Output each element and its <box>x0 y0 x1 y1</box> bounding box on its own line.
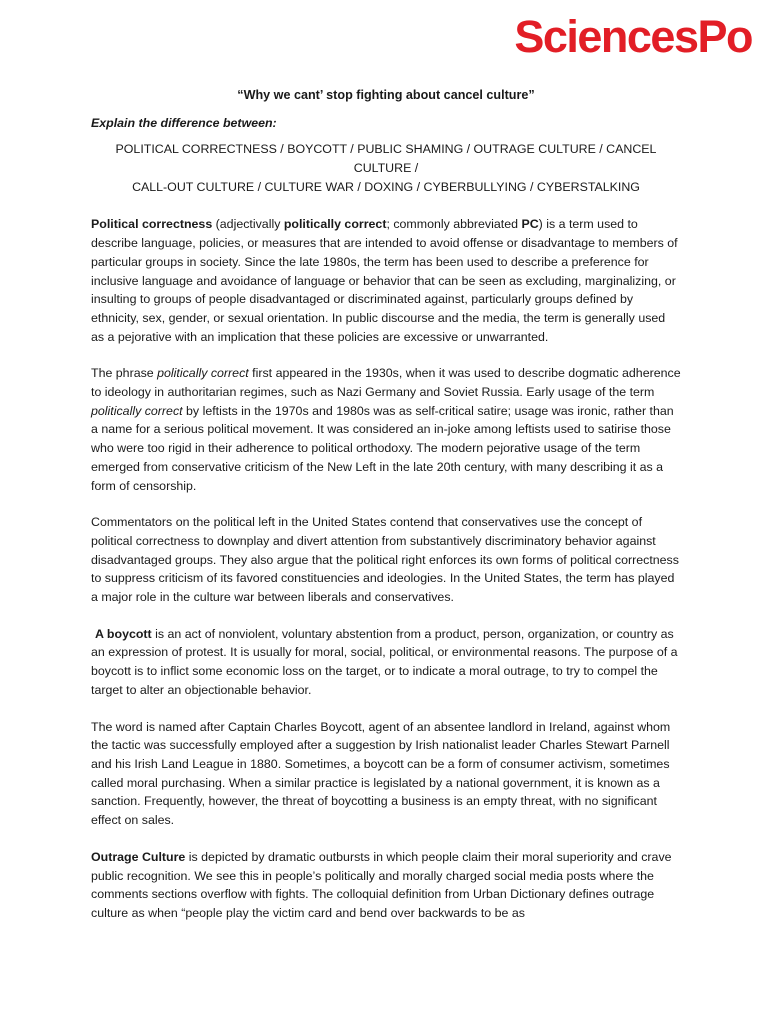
term-italic: politically correct <box>157 366 249 381</box>
paragraph-boycott <box>91 625 681 700</box>
terms-list <box>91 140 681 197</box>
document-page <box>91 86 681 941</box>
terms-line-1: POLITICAL CORRECTNESS / BOYCOTT / PUBLIC SHAMING / OUTRAGE CULTURE / CANCEL CULTURE / <box>115 142 657 176</box>
paragraph-commentators: Commentators on the political left in the United States contend that conservatives use the concept of political correctness to downplay and divert attention from substantively discriminatory behavior against disadvantaged groups. They also argue that the political right enforces its own forms of political correctness to suppress criticism of its favored constituencies and ideologies. In the United States, the term has played a major role in the culture war between liberals and conservatives. <box>91 515 679 605</box>
text-run: first appeared in the 1930s, when it was used to describe dogmatic adherence to ideology in authoritarian regimes, such as Nazi Germany and Soviet Russia. Early usage of the term <box>91 366 681 400</box>
text-run: by leftists in the 1970s and 1980s was as self-critical satire; usage was ironic, rather than a name for a serious political movement. It was considered an in-joke among leftists used to satirise those who were too rigid in their adherence to political orthodoxy. The modern pejorative usage of the term emerged from conservative criticism of the New Left in the late 20th century, with many describing it as a form of censorship. <box>91 403 674 493</box>
term-bold: Political correctness <box>91 217 213 232</box>
document-title: “Why we cant’ stop fighting about cancel culture” <box>237 88 535 102</box>
text-run: is an act of nonviolent, voluntary abstention from a product, person, organization, or country as an expression of protest. It is usually for moral, social, political, or environmental reasons. The purpose of a boycott is to inflict some economic loss on the target, or to indicate a moral outrage, to try to compel the target to alter an objectionable behavior. <box>91 626 678 697</box>
paragraph-outrage-culture <box>91 848 681 923</box>
term-italic: politically correct <box>91 403 183 418</box>
text-run: The phrase <box>91 366 158 381</box>
text-run: (adjectivally <box>212 217 284 232</box>
term-bold: Outrage Culture <box>91 849 186 864</box>
text-run: is depicted by dramatic outbursts in which people claim their moral superiority and crave public recognition. We see this in people’s politically and morally charged social media posts where the comments sections overflow with fights. The colloquial definition from Urban Dictionary defines outrage culture as when “people play the victim card and bend over backwards to be as <box>91 849 672 920</box>
paragraph-boycott-origin: The word is named after Captain Charles Boycott, agent of an absentee landlord in Ireland, against whom the tactic was successfully employed after a suggestion by Irish nationalist leader Charles Stewart Parnell and his Irish Land League in 1880. Sometimes, a boycott can be a form of consumer activism, sometimes called moral purchasing. When a similar practice is legislated by a national government, it is known as a sanction. Frequently, however, the threat of boycotting a business is an empty threat, with no significant effect on sales. <box>91 719 671 828</box>
text-run: ; commonly abbreviated <box>386 217 522 232</box>
paragraph-phrase-history <box>91 364 681 495</box>
term-bold: politically correct <box>283 217 387 232</box>
term-bold: A boycott <box>95 626 152 641</box>
sciencespo-logo: SciencesPo <box>514 11 752 62</box>
instruction-prompt: Explain the difference between: <box>91 115 277 130</box>
terms-line-2: CALL-OUT CULTURE / CULTURE WAR / DOXING / CYBERBULLYING / CYBERSTALKING <box>132 180 640 195</box>
text-run: ) is a term used to describe language, policies, or measures that are intended to avoid offense or disadvantage to members of particular groups in society. Since the late 1980s, the term has been used to describe a preference for inclusive language and avoidance of language or behavior that can be seen as excluding, marginalizing, or insulting to groups of people disadvantaged or discriminated against, particularly groups defined by ethnicity, sex, gender, or sexual orientation. In public discourse and the media, the term is generally used as a pejorative with an implication that these policies are excessive or unwarranted. <box>91 217 678 344</box>
term-bold: PC <box>521 217 539 232</box>
paragraph-political-correctness <box>91 215 681 346</box>
